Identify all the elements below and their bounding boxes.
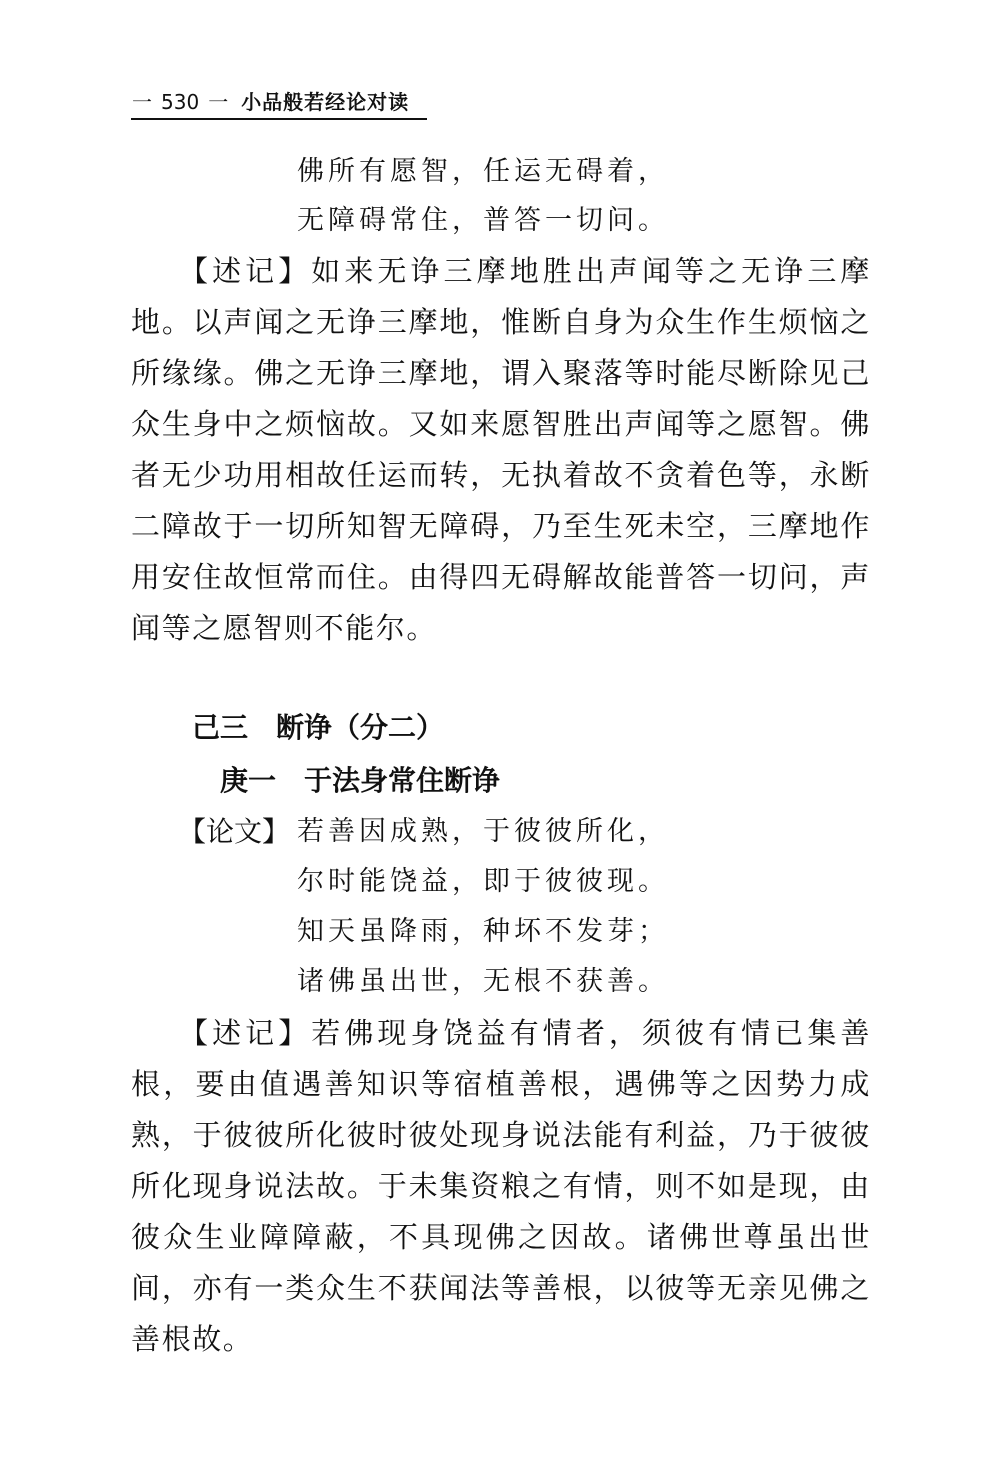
- book-title: 小品般若经论对读: [241, 90, 410, 114]
- commentary-paragraph: [131, 246, 871, 654]
- commentary-text: 若佛现身饶益有情者，须彼有情已集善根，要由值遇善知识等宿植善根，遇佛等之因势力成熟，于彼彼所化彼时彼处现身说法能有利益，乃于彼彼所化现身说法故。于未集资粮之有情，则不如是现，由彼众生业障障蔽，不具现佛之因故。诸佛世尊虽出世间，亦有一类众生不获闻法等善根，以彼等无亲见佛之善根故。: [131, 1016, 871, 1356]
- commentary-text: 如来无诤三摩地胜出声闻等之无诤三摩地。以声闻之无诤三摩地，惟断自身为众生作生烦恼之所缘缘。佛之无诤三摩地，谓入聚落等时能尽断除见己众生身中之烦恼故。又如来愿智胜出声闻等之愿智。佛者无少功用相故任运而转，无执着故不贪着色等，永断二障故于一切所知智无障碍，乃至生死未空，三摩地作用安住故恒常而住。由得四无碍解故能普答一切问，声闻等之愿智则不能尔。: [131, 254, 871, 645]
- header-dash-right: 一: [208, 90, 229, 114]
- section-heading: [192, 708, 444, 748]
- commentary-paragraph: [131, 1008, 871, 1365]
- commentary-label: 【述记】: [179, 1016, 312, 1050]
- header-dash-left: 一: [132, 90, 152, 114]
- commentary-label: 【述记】: [179, 254, 312, 288]
- section-number: 己三: [192, 711, 249, 744]
- verse-line: 无障碍常住，普答一切问。: [297, 205, 669, 236]
- treatise-verse-line: 诸佛虽出世，无根不获善。: [297, 966, 669, 997]
- running-header: [131, 88, 427, 120]
- treatise-verse-line: 尔时能饶益，即于彼彼现。: [297, 866, 669, 897]
- treatise-verse-line: 知天虽降雨，种坏不发芽；: [297, 916, 669, 947]
- verse-line: 佛所有愿智，任运无碍着，: [297, 156, 669, 187]
- treatise-verse-line: 若善因成熟，于彼彼所化，: [297, 816, 669, 847]
- page-number: 530: [161, 90, 200, 114]
- subsection-title: 于法身常住断诤: [304, 764, 501, 797]
- treatise-label: 【论文】: [178, 815, 291, 848]
- subsection-number: 庚一: [220, 764, 277, 797]
- section-title: 断诤（分二）: [276, 711, 445, 744]
- subsection-heading: [220, 761, 500, 801]
